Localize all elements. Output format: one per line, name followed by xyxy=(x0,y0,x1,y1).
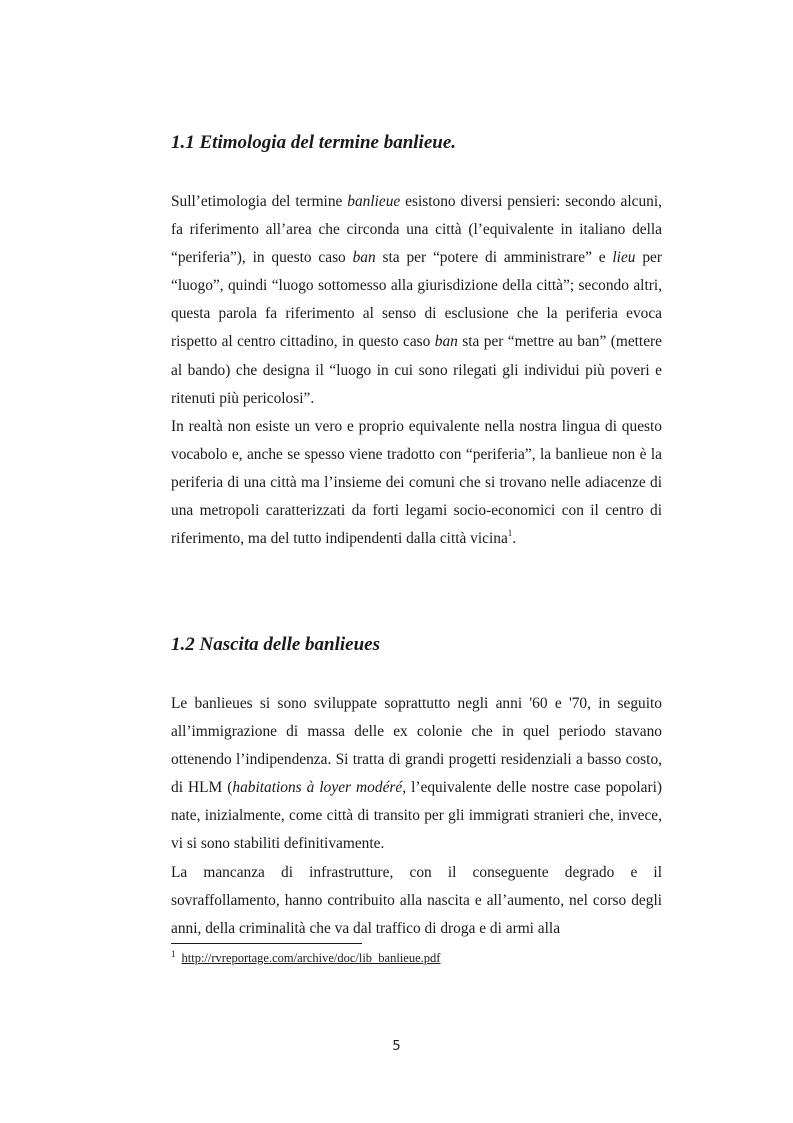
italic-term: lieu xyxy=(612,249,636,267)
text-run: sta per “potere di amministrare” e xyxy=(375,249,613,267)
footnote-reference[interactable]: 1 xyxy=(507,528,513,538)
page-number: 5 xyxy=(392,1039,401,1054)
section-body-etimologia xyxy=(171,188,662,553)
text-run: per “luogo”, quindi “luogo sottomesso alla giurisdizione della città”; secondo altri, questa parola fa riferimento al senso di esclusione che la periferia evoca rispetto al centro cittadino, in questo caso xyxy=(171,249,662,351)
footnote-divider xyxy=(171,943,362,944)
text-run: , l’equivalente delle nostre case popolari) nate, inizialmente, come città di transito per gli immigrati stranieri che, invece, vi si sono stabiliti definitivamente. xyxy=(171,779,662,853)
italic-term: ban xyxy=(352,249,376,267)
italic-term: ban xyxy=(434,333,458,351)
text-run: Le banlieues si sono sviluppate soprattutto negli anni '60 e '70, in seguito all’immigrazione di massa delle ex colonie che in quel periodo stavano ottenendo l’indipendenza. Si tratta di grandi progetti residenziali a basso costo, di HLM ( xyxy=(171,695,662,797)
paragraph xyxy=(171,188,662,413)
italic-term: banlieue xyxy=(347,193,401,210)
footnote-link[interactable]: http://rvreportage.com/archive/doc/lib_banlieue.pdf xyxy=(181,951,441,965)
text-run: . xyxy=(512,530,517,548)
section-body-nascita xyxy=(171,690,662,943)
section-heading-nascita: 1.2 Nascita delle banlieues xyxy=(171,634,380,655)
text-run: In realtà non esiste un vero e proprio equivalente nella nostra lingua di questo vocabolo e, anche se spesso viene tradotto con “periferia”, la banlieue non è la periferia di una città ma l’insieme dei comuni che si trovano nelle adiacenze di una metropoli caratterizzati da forti legami socio-economici con il centro di riferimento, ma del tutto indipendenti dalla città vicina xyxy=(171,417,662,548)
italic-term: habitations à loyer modéré xyxy=(232,779,403,797)
paragraph xyxy=(171,859,662,943)
text-run: Sull’etimologia del termine xyxy=(171,193,348,210)
paragraph xyxy=(171,690,662,859)
section-heading-etimologia: 1.1 Etimologia del termine banlieue. xyxy=(171,132,456,153)
text-run: esistono diversi pensieri: secondo alcuni, fa riferimento all’area che circonda una città (l’equivalente in italiano della “periferia”), in questo caso xyxy=(171,193,662,267)
footnote-mark: 1 xyxy=(171,948,176,959)
text-run: La mancanza di infrastrutture, con il conseguente degrado e il sovraffollamento, hanno contribuito alla nascita e all’aumento, nel corso degli anni, della criminalità che va dal traffico di droga e di armi alla xyxy=(171,863,662,937)
paragraph xyxy=(171,413,662,553)
footnote xyxy=(171,948,440,968)
text-run: sta per “mettre au ban” (mettere al bando) che designa il “luogo in cui sono rilegati gli individui più poveri e ritenuti più pericolosi”. xyxy=(171,333,662,407)
